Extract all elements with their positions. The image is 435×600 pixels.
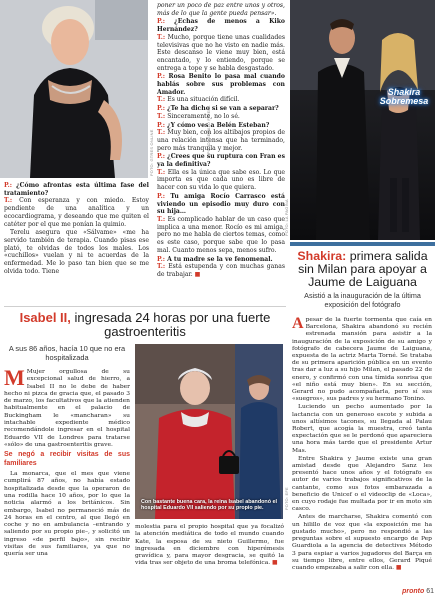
terelu-photo-credit: FOTO: GTRES ONLINE	[149, 129, 154, 176]
shakira-paragraph: Entre Shakira y Jaume existe una gran amistad desde que Alejandro Sanz les presentó hace unos años y el fotógrafo es autor de varios trabajos significativos de la cantante, como sus fotos embarazada a beneficio de Unicef o el videoclip de «Loca», en cuyo rodaje fue multada por ir en moto sin casco.	[292, 454, 432, 513]
qa-item	[157, 105, 285, 120]
qa-item	[157, 18, 285, 72]
qa-intro-question: P.: ¿Cómo afrontas esta última fase del tratamiento?	[4, 182, 149, 197]
isabel-body-1: Mujer orgullosa de su excepcional salud de hierro, a Isabel II no le debe de haber hecho ni pizca de gracia que, el pasado 3 de marzo, los facultativos que la atienden habitualmente en el palacio de Buckingham le «mancharan» su intachable expediente médico recomendándole ingresar en el hospital Eduardo VII de Londres para tratarse «sólo» de una gastroenteritis grave.	[4, 368, 130, 448]
isabel-photo-credit: FOTO: EFE	[284, 487, 289, 510]
isabel-headline-name: Isabel II,	[19, 310, 71, 325]
isabel-dropcap: M	[4, 365, 25, 390]
isabel-headline	[4, 311, 286, 339]
isabel-subhead: Se negó a recibir visitas de sus familiares	[4, 451, 130, 467]
qa-list	[157, 18, 285, 278]
top-middle-lead: poner un poco de paz entre unos y otros, más de lo que la gente pueda pensar».	[157, 2, 285, 17]
qa-item	[157, 122, 285, 153]
qa-answer: T.: Está estupenda y con muchas ganas de trabajar. ■	[157, 263, 285, 278]
top-middle-photo-credit: FOTO: GERALD FRIEDL	[206, 105, 211, 154]
footer-page-number: 61	[426, 588, 434, 595]
terelu-photo	[0, 0, 148, 178]
isabel-body-3: molestia para el propio hospital que ya focalizó la atención mediática de todo el mundo cuando Kate, la esposa de su nieto Guillermo, fue ingresada en diciembre con hiperémesis gravídica y, para mayor desgracia, se quitó la vida tras ser objeto de una broma telefónica.	[135, 523, 284, 567]
isabel-left-column	[4, 365, 130, 559]
shakira-photo-badge: Shakira Sobremesa	[379, 87, 429, 106]
qa-item	[157, 153, 285, 192]
isabel-end-mark: ■	[272, 559, 278, 567]
shakira-photo-credit: FOTO: LA PAGINA	[284, 199, 289, 236]
section-divider	[4, 306, 286, 307]
isabel-body-2: La monarca, que el mes que viene cumplirá 87 años, no había estado hospitalizada desde que la operaron de una rodilla hace 10 años, por lo que la noticia alarmó a los británicos. Sin embargo, Isabel no permaneció más de 24 horas en el centro, al que llegó en coche y no en ambulancia –entrando y saliendo por su propio pie–, y solicitó un ingreso «de perfil bajo», sin recibir visitas de sus familiares, ya que no quería ser una	[4, 470, 130, 558]
shakira-headline-rest: primera salida sin Milan para apoyar a Jaume de Laiguana	[298, 249, 428, 289]
qa-answer: T.: Sinceramente, no lo sé.	[157, 112, 240, 120]
qa-question: P.: Tu amiga Rocío Carrasco está viviendo un episodio muy duro con su hija…	[157, 192, 285, 216]
qa-question: P.: A tu madre se la ve fenomenal.	[157, 255, 273, 263]
isabel-photo	[135, 344, 283, 519]
qa-question: P.: Rosa Benito lo pasa mal cuando hablás sobre sus problemas con Amador.	[157, 73, 285, 96]
qa-item	[157, 256, 285, 279]
qa-question: P.: ¿Echas de menos a Kiko Hernández?	[157, 18, 285, 34]
page-footer	[376, 588, 434, 595]
qa-answer: T.: Ella es la única que sabe eso. Lo que importa es que cada uno es libre de hacer con su vida lo que quiera.	[157, 168, 285, 192]
qa-intro-answer: T.: Con esperanza y con miedo. Estoy pendiente de una analítica y un ecocardiograma, y deseando que me quiten el catéter por el que me ponían la quimio.	[4, 197, 149, 228]
qa-answer: T.: Es una situación difícil.	[157, 96, 240, 104]
isabel-right-column	[135, 523, 284, 568]
isabel-headline-rest: ingresada 24 horas por una fuerte gastroenteritis	[74, 310, 271, 339]
shakira-body	[292, 316, 432, 572]
top-left-column	[4, 182, 149, 276]
shakira-paragraph: Antes de marcharse, Shakira comentó con un hilillo de voz que «la exposición me ha gustado mucho», pero no respondió a las preguntas sobre el supuesto encargo de Pep Guardiola a la agencia de detectives Método 3 para espiar a varios jugadores del Barça en su tiempo libre, entre ellos, Gerard Piqué cuando empezaba a salir con ella. ■	[292, 513, 432, 571]
top-middle-column	[157, 2, 285, 280]
shakira-headline	[290, 250, 435, 289]
isabel-deck: A sus 86 años, hacía 10 que no era hospitalizada	[8, 344, 126, 362]
qa-answer: T.: Mucho, porque tiene unas cualidades televisivas que no he visto en nadie más. Este descanso le viene muy bien, está encantado, y lo entiendo, porque se entrega a tope y se habla desgastado.	[157, 33, 285, 72]
qa-answer: T.: Muy bien, con los altibajos propios de una relación intensa que ha terminado, pero más tranquila y mejor.	[157, 129, 285, 152]
qa-item	[157, 73, 285, 104]
qa-question: P.: ¿Crees que su ruptura con Fran es ya la definitiva?	[157, 153, 285, 169]
qa-question: P.: ¿Y cómo ves a Belén Esteban?	[157, 121, 270, 129]
qa-answer: T.: Es complicado hablar de un caso que implica a una menor. Rocío es mi amiga, pero no me habla de ciertos temas, como es este caso, porque sabe que lo pasa mal. Cuanto menos sepa, menos sufro.	[157, 215, 285, 254]
isabel-photo-caption: Con bastante buena cara, la reina Isabel abandonó el hospital Eduardo VII saliendo por su propio pie.	[141, 499, 278, 512]
shakira-headline-bar	[290, 242, 435, 246]
qa-item	[157, 193, 285, 255]
shakira-deck: Asistió a la inauguración de la última exposición del fotógrafo	[304, 291, 421, 309]
qa-question: P.: ¿Te ha dicho si se van a separar?	[157, 105, 279, 113]
shakira-paragraph: Luciendo un pecho aumentado por la lactancia con un generoso escote y subida a unos altísimos tacones, su llegada al Palau Robert, que acogía la muestra, creó tanta expectación que se le perdonó que apareciera una hora más tarde que el presidente Artur Mas.	[292, 403, 432, 454]
footer-magazine: pronto	[402, 588, 425, 595]
shakira-headline-name: Shakira:	[297, 249, 347, 263]
shakira-photo	[290, 0, 435, 240]
top-left-paragraph-2: Terelu asegura que «Sálvame» «me ha servido también de terapia. Cuando pisas ese plató, te olvidas de todos los males. Los «cuchillos» vuelan y ni te acuerdas de la enfermedad. Me lo paso tan bien que se me olvida todo. Tiene	[4, 229, 149, 275]
shakira-paragraph: A pesar de la fuerte tormenta que caía en Barcelona, Shakira abandonó su recién estrenada mansión para asistir a la inauguración de la exposición de su amigo y fotógrafo de cabecera Jaume de Laiguana, expuesta de la actriz Marta Torné. Se trataba de su primera aparición pública en un evento tras dar a luz a su hijo Milan, el pasado 22 de enero, y confirmó con una tímida sonrisa que «el niño está muy bien». En su sección, Gerard no pudo acompañarla, pero sí sus «suegros», sus padres y su hermano Tonino.	[292, 315, 432, 403]
